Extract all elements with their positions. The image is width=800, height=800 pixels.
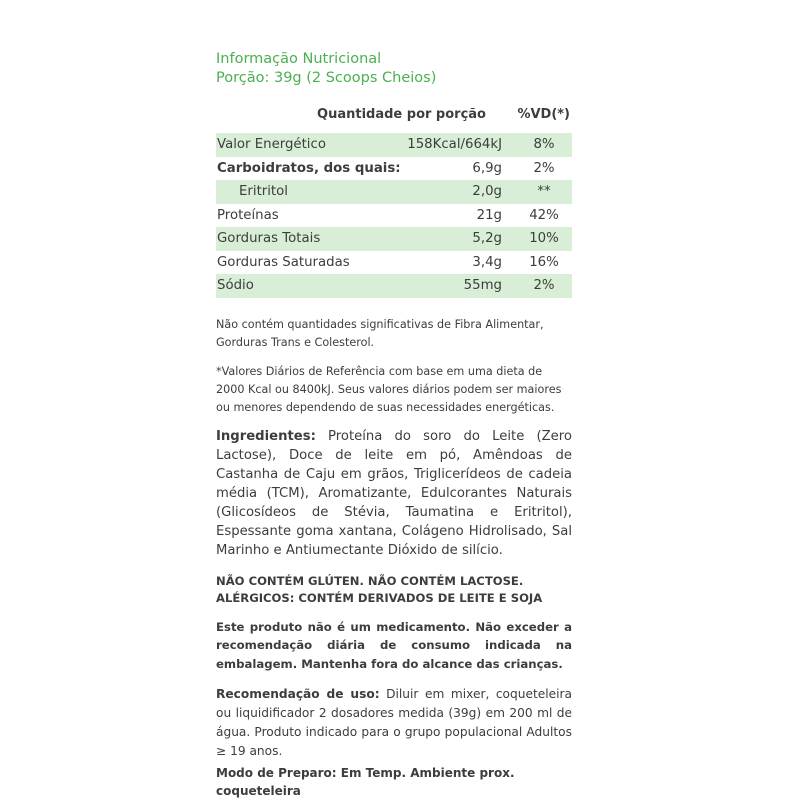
ingredients-paragraph [216,427,572,560]
nutrient-vd: 2% [516,274,572,298]
nutrient-name: Carboidratos, dos quais: [217,160,401,176]
gluten-lactose-statement: NÃO CONTÉM GLÚTEN. NÃO CONTÉM LACTOSE. [216,573,524,588]
nutrient-amount: 2,0g [405,180,516,204]
table-header [216,104,572,124]
column-amount-header: Quantidade por porção [317,106,486,122]
table-row [216,227,572,251]
table-row [216,251,572,275]
usage-label: Recomendação de uso: [216,686,380,701]
not-significant-note: Não contém quantidades significativas de Fibra Alimentar, Gorduras Trans e Colesterol. [216,317,544,349]
allergen-block [216,573,572,608]
nutrient-vd: 42% [529,207,559,223]
nutrient-vd: 8% [516,133,572,157]
usage-text: Diluir em mixer, coqueteleira ou liquidificador 2 dosadores medida (39g) em 200 ml de água. Produto indicado para o grupo populacional Adultos ≥ 19 anos. [216,686,572,758]
cropped-text-line [216,764,572,799]
nutrient-name: Valor Energético [216,133,405,157]
nutrient-vd: 16% [529,254,559,270]
nutrient-vd: 2% [533,160,555,176]
nutrient-name: Gorduras Totais [216,227,405,251]
nutrient-name: Gorduras Saturadas [217,254,350,270]
nutrient-name: Eritritol [216,180,405,204]
table-row [216,180,572,204]
usage-paragraph [216,685,572,761]
nutrition-table [216,133,572,298]
nutrient-amount: 158Kcal/664kJ [405,133,516,157]
warning-paragraph: Este produto não é um medicamento. Não exceder a recomendação diária de consumo indicada na embalagem. Mantenha fora do alcance das crianças. [216,619,572,671]
nutrient-amount: 21g [476,207,502,223]
nutrient-name: Proteínas [217,207,279,223]
ingredients-text: Proteína do soro do Leite (Zero Lactose), Doce de leite em pó, Amêndoas de Castanha de Caju em grãos, Triglicerídeos de cadeia média (TCM), Aromatizante, Edulcorantes Naturais (Glicosídeos de Stévia, Taumatina e Eritritol), Espessante goma xantana, Colágeno Hidrolisado, Sal Marinho e Antiumectante Dióxido de silício. [216,428,572,558]
nutrient-vd: 10% [516,227,572,251]
nutrient-amount: 55mg [405,274,516,298]
allergen-statement: ALÉRGICOS: CONTÉM DERIVADOS DE LEITE E SOJA [216,591,543,606]
table-row [216,157,572,181]
label-title: Informação Nutricional [216,51,382,67]
nutrient-name: Sódio [216,274,405,298]
nutrient-vd: ** [516,180,572,204]
column-vd-header: %VD(*) [517,106,570,122]
nutrient-amount: 3,4g [472,254,502,270]
table-row [216,274,572,298]
nutrition-label [216,50,572,799]
nutrient-amount: 6,9g [472,160,502,176]
table-row [216,133,572,157]
nutrient-amount: 5,2g [405,227,516,251]
daily-values-note: *Valores Diários de Referência com base em uma dieta de 2000 Kcal ou 8400kJ. Seus valores diários podem ser maiores ou menores dependendo de suas necessidades energéticas. [216,364,562,414]
ingredients-label: Ingredientes: [216,428,316,444]
cropped-text: Modo de Preparo: Em Temp. Ambiente prox. coqueteleira [216,766,515,799]
portion-size: Porção: 39g (2 Scoops Cheios) [216,70,437,86]
table-row [216,204,572,228]
